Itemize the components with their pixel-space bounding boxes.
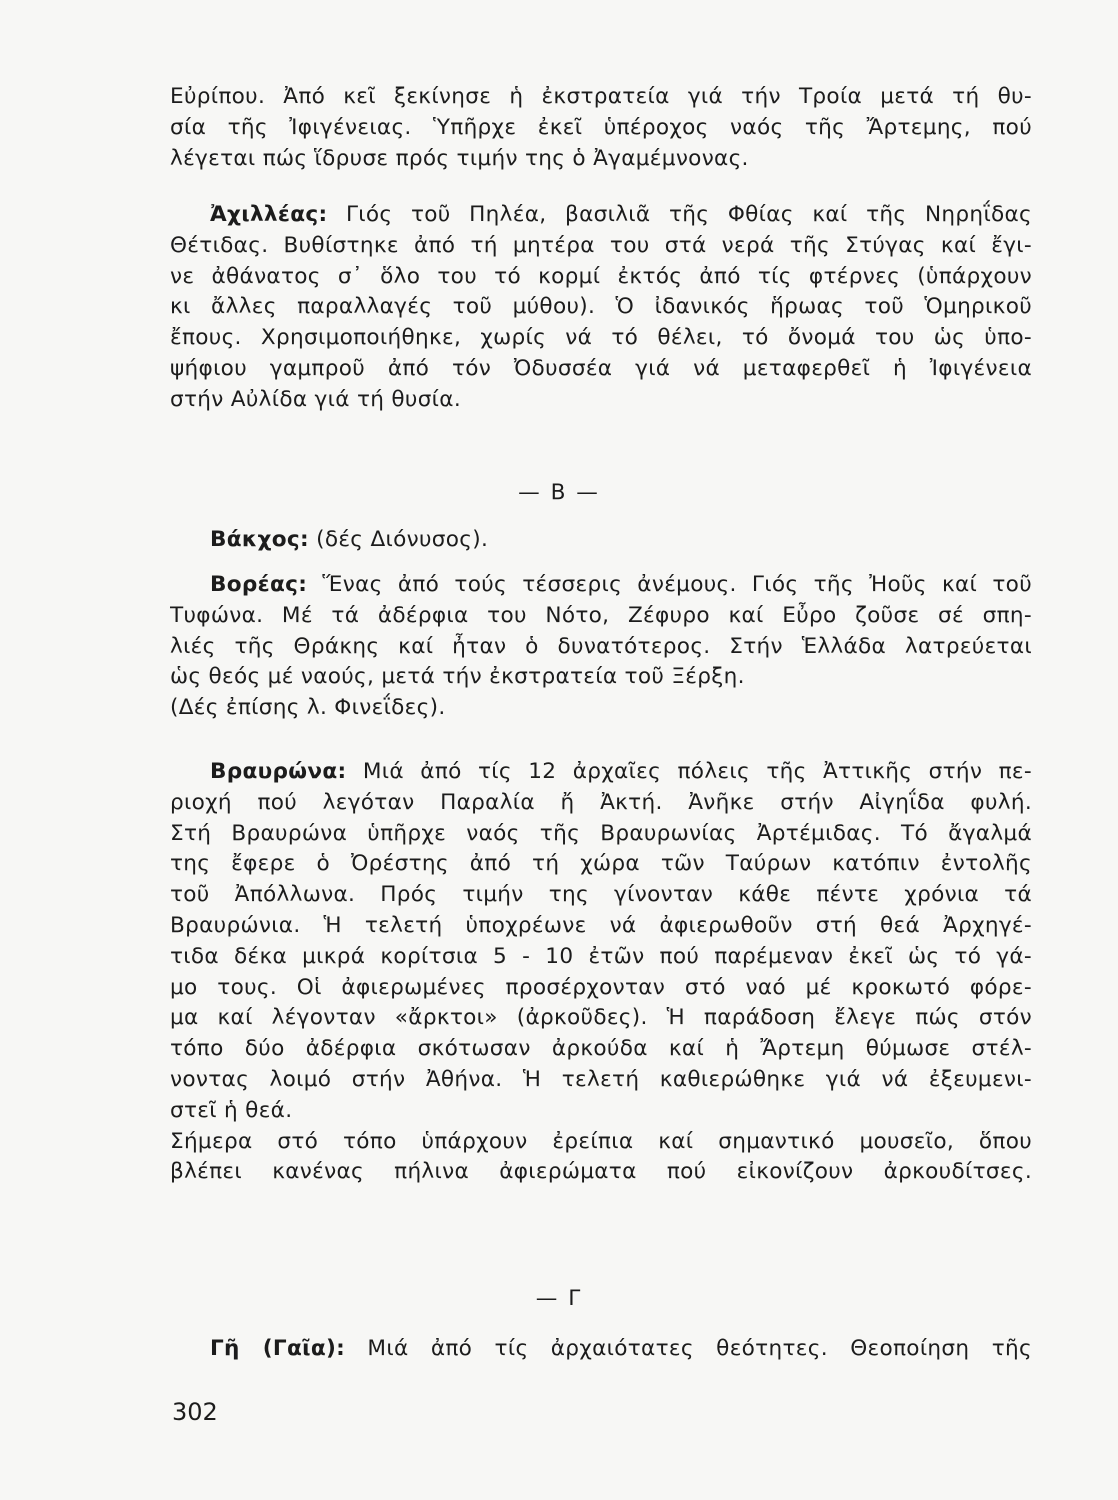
text-line: κι ἄλλες παραλλαγές τοῦ μύθου). Ὁ ἰδανικός ἥρωας τοῦ Ὁμηρικοῦ — [170, 294, 1032, 320]
entry-term: Γῆ (Γαῖα): — [210, 1336, 346, 1361]
text-line: νοντας λοιμό στήν Ἀθήνα. Ἡ τελετή καθιερώθηκε γιά νά ἐξευμενι- — [170, 1066, 1032, 1092]
text-line: στήν Αὐλίδα γιά τή θυσία. — [170, 386, 461, 412]
text-line: τόπο δύο ἀδέρφια σκότωσαν ἀρκούδα καί ἡ Ἄρτεμη θύμωσε στέλ- — [170, 1036, 1032, 1062]
text-line: ψήφιου γαμπροῦ ἀπό τόν Ὀδυσσέα γιά νά μεταφερθεῖ ἡ Ἰφιγένεια — [170, 355, 1032, 381]
text-line: Σήμερα στό τόπο ὑπάρχουν ἐρείπια καί σημαντικό μουσεῖο, ὅπου — [170, 1128, 1032, 1154]
text-line: τοῦ Ἀπόλλωνα. Πρός τιμήν της γίνονταν κάθε πέντε χρόνια τά — [170, 882, 1032, 908]
text-line: ριοχή πού λεγόταν Παραλία ἤ Ἀκτή. Ἀνῆκε στήν Αἰγηΐδα φυλή. — [170, 789, 1032, 815]
text-line: λέγεται πώς ἵδρυσε πρός τιμήν της ὁ Ἀγαμέμνονας. — [170, 145, 749, 171]
text-line: λιές τῆς Θράκης καί ἦταν ὁ δυνατότερος. Στήν Ἑλλάδα λατρεύεται — [170, 633, 1032, 659]
text-line: Στή Βραυρώνα ὑπῆρχε ναός τῆς Βραυρωνίας Ἀρτέμιδας. Τό ἄγαλμά — [170, 820, 1032, 846]
entry-vakchos — [170, 525, 1032, 556]
entry-first-line — [170, 1334, 1032, 1365]
page-number: 302 — [172, 1398, 218, 1426]
text-line: Θέτιδας. Βυθίστηκε ἀπό τή μητέρα του στά νερά τῆς Στύγας καί ἔγι- — [170, 232, 1032, 258]
entry-text: (δές Διόνυσος). — [308, 527, 489, 552]
text-line: στεῖ ἡ θεά. — [170, 1097, 293, 1123]
entry-text: Ἕνας ἀπό τούς τέσσερις ἀνέμους. Γιός τῆς Ἠοῦς καί τοῦ — [307, 572, 1032, 597]
text-line: μα καί λέγονταν «ἄρκτοι» (ἀρκοῦδες). Ἡ παράδοση ἔλεγε πώς στόν — [170, 1005, 1032, 1031]
text-line: σία τῆς Ἰφιγένειας. Ὑπῆρχε ἐκεῖ ὑπέροχος ναός τῆς Ἄρτεμης, πού — [170, 114, 1032, 140]
text-line: τιδα δέκα μικρά κορίτσια 5 - 10 ἐτῶν πού παρέμεναν ἐκεῖ ὡς τό γά- — [170, 943, 1032, 969]
text-line: μο τους. Οἱ ἀφιερωμένες προσέρχονταν στό ναό μέ κροκωτό φόρε- — [170, 974, 1032, 1000]
entry-term: Βάκχος: — [210, 527, 309, 552]
entry-text: Μιά ἀπό τίς ἀρχαιότατες θεότητες. Θεοποίηση τῆς — [345, 1336, 1032, 1361]
text-line: Βραυρώνια. Ἡ τελετή ὑποχρέωνε νά ἀφιερωθοῦν στή θεά Ἀρχηγέ- — [170, 912, 1032, 938]
text-line: της ἔφερε ὁ Ὀρέστης ἀπό τή χώρα τῶν Ταύρων κατόπιν ἐντολῆς — [170, 851, 1032, 877]
text-line: νε ἀθάνατος σ᾿ ὅλο του τό κορμί ἐκτός ἀπό τίς φτέρνες (ὑπάρχουν — [170, 263, 1032, 289]
entry-text: Μιά ἀπό τίς 12 ἀρχαῖες πόλεις τῆς Ἀττικῆς στήν πε- — [346, 759, 1032, 784]
text-line: βλέπει κανένας πήλινα ἀφιερώματα πού εἰκονίζουν ἀρκουδίτσες. — [170, 1159, 1032, 1185]
entry-first-line — [170, 570, 1032, 601]
entry-first-line — [170, 757, 1032, 788]
section-heading-b: — Β — — [518, 480, 600, 505]
entry-vravrona — [170, 757, 1032, 1188]
text-line: (Δές ἐπίσης λ. Φινεΐδες). — [170, 695, 446, 721]
entry-term: Ἀχιλλέας: — [210, 202, 328, 227]
text-line: ἔπους. Χρησιμοποιήθηκε, χωρίς νά τό θέλει, τό ὄνομά του ὡς ὑπο- — [170, 325, 1032, 351]
text-line: Εὐρίπου. Ἀπό κεῖ ξεκίνησε ἡ ἐκστρατεία γιά τήν Τροία μετά τή θυ- — [170, 84, 1032, 109]
entry-term: Βορέας: — [210, 572, 308, 597]
entry-first-line — [170, 200, 1032, 231]
entry-voreas — [170, 570, 1032, 724]
paragraph-evripos — [170, 82, 1032, 174]
entry-achilleas — [170, 200, 1032, 416]
text-line: ὡς θεός μέ ναούς, μετά τήν ἐκστρατεία τοῦ Ξέρξη. — [170, 664, 745, 690]
entry-text: Γιός τοῦ Πηλέα, βασιλιᾶ τῆς Φθίας καί τῆς Νηρηΐδας — [327, 202, 1032, 227]
entry-term: Βραυρώνα: — [210, 759, 347, 784]
entry-gi — [170, 1334, 1032, 1365]
section-heading-g: — Γ — [535, 1286, 583, 1311]
entry-first-line — [170, 525, 1032, 556]
text-line: Τυφώνα. Μέ τά ἀδέρφια του Νότο, Ζέφυρο καί Εὖρο ζοῦσε σέ σπη- — [170, 602, 1032, 628]
